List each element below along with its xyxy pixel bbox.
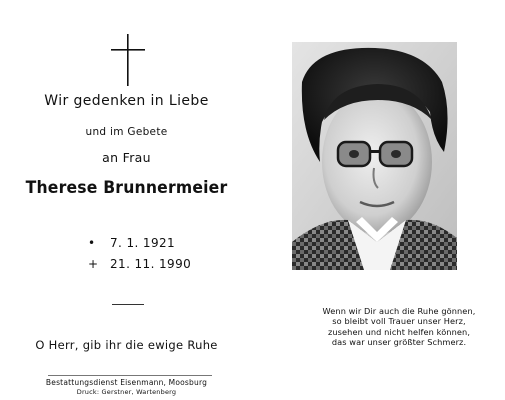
cross-icon — [111, 34, 145, 86]
prayer-text: und im Gebete — [85, 126, 168, 138]
death-date: 21. 11. 1990 — [110, 257, 192, 271]
death-symbol: + — [88, 257, 99, 271]
footer-divider — [48, 375, 212, 376]
undertaker-credit: Bestattungsdienst Eisenmann, Moosburg — [45, 378, 208, 387]
deceased-name: Therese Brunnermeier — [25, 178, 228, 198]
portrait-image — [292, 42, 457, 270]
portrait-photo — [292, 42, 457, 270]
closing-prayer: O Herr, gib ihr die ewige Ruhe — [35, 338, 218, 352]
birth-date: 7. 1. 1921 — [110, 236, 176, 250]
birth-symbol: • — [88, 236, 96, 250]
poem — [304, 306, 494, 347]
poem-line: so bleibt voll Trauer unser Herz, — [332, 316, 466, 327]
name-prefix: an Frau — [102, 150, 151, 165]
poem-line: das war unser größter Schmerz. — [331, 336, 467, 347]
death-date-row — [88, 257, 191, 271]
intro-text: Wir gedenken in Liebe — [44, 93, 209, 109]
divider — [112, 304, 144, 305]
poem-line: zusehen und nicht helfen können, — [327, 326, 471, 337]
poem-line: Wenn wir Dir auch die Ruhe gönnen, — [322, 306, 476, 316]
printer-credit: Druck: Gerstner, Wartenberg — [76, 388, 177, 396]
birth-date-row — [88, 236, 175, 250]
